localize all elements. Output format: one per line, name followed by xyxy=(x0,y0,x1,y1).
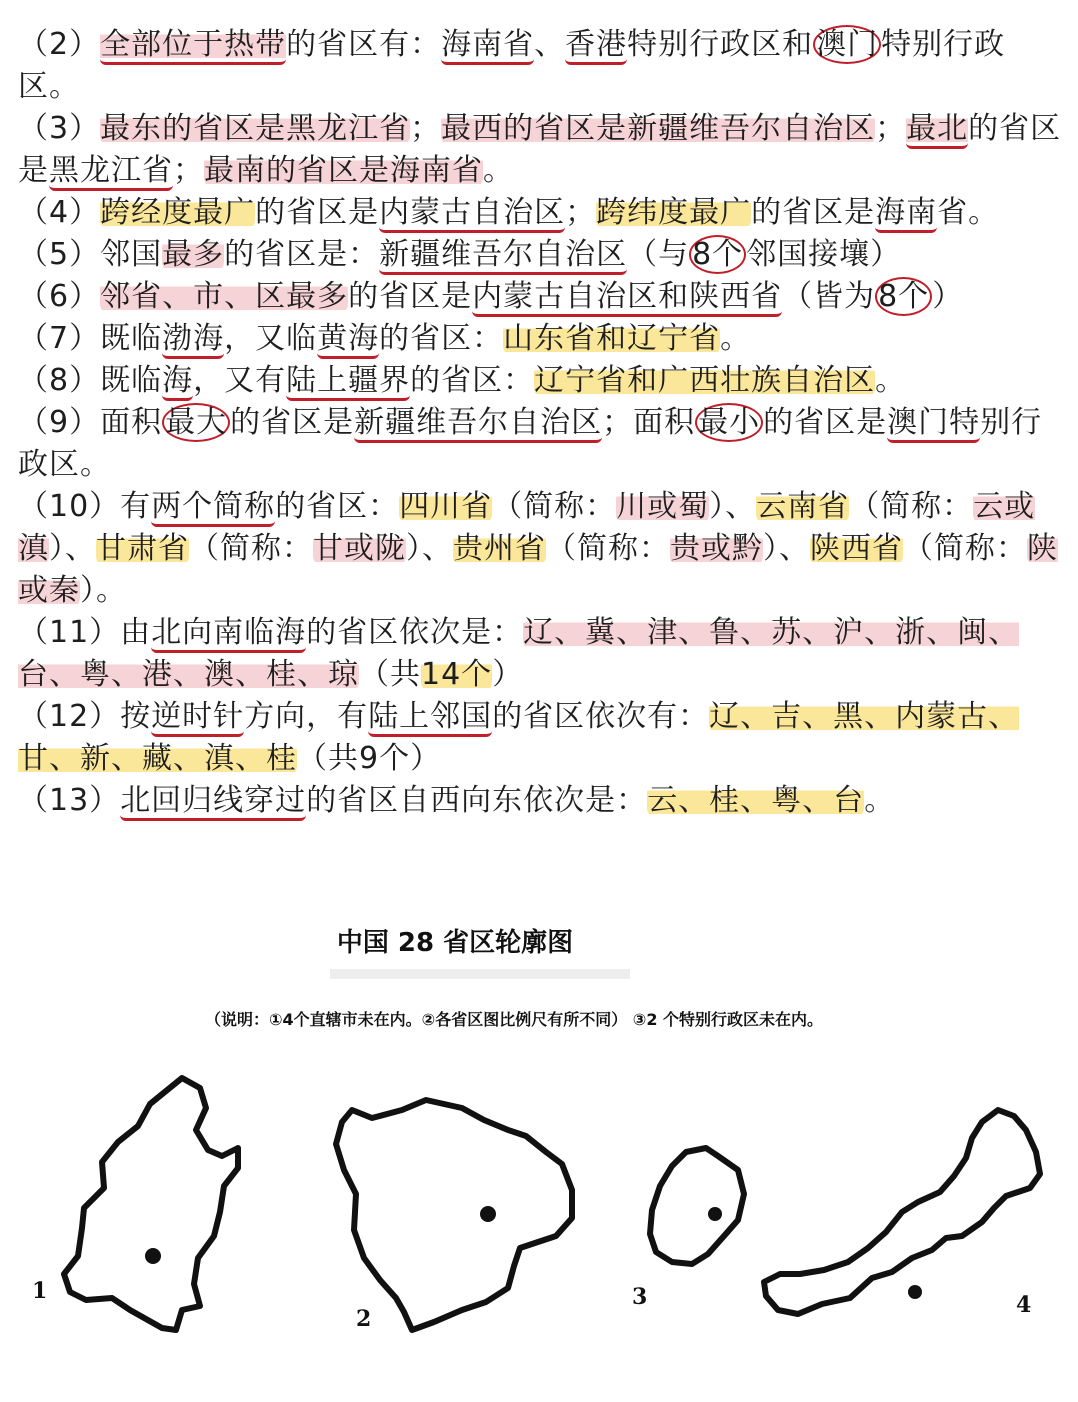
note-item-7 xyxy=(18,318,1063,360)
underlined-text: 海南 xyxy=(875,195,937,233)
highlight: 最北 xyxy=(906,111,968,149)
note-item-9 xyxy=(18,402,1063,486)
note-item-5 xyxy=(18,234,1063,276)
text: （简称： xyxy=(492,489,617,524)
highlight: 山东省和辽宁省 xyxy=(503,321,721,356)
underlined-text: 内蒙古自治区 xyxy=(379,195,565,233)
underlined-text: 新疆维吾尔自治区 xyxy=(379,237,627,275)
circled-text: 8个 xyxy=(689,235,746,274)
text: 的省区： xyxy=(275,489,400,524)
text: 的省区依次有： xyxy=(492,699,710,734)
province-outlines xyxy=(0,1060,1078,1402)
text: （简称： xyxy=(546,531,670,566)
text: ，又有 xyxy=(193,363,287,398)
text: 的省区自西向东依次是： xyxy=(306,783,648,818)
highlight: 云或滇 xyxy=(18,489,1036,566)
note-item-6 xyxy=(18,276,1063,318)
item-number: （4） xyxy=(18,195,101,230)
text: 省。 xyxy=(937,195,1000,230)
text: 方向，有 xyxy=(244,699,369,734)
text: 邻国接壤） xyxy=(746,237,902,272)
text: （共 xyxy=(359,657,421,692)
text: 。 xyxy=(720,321,752,356)
highlight: 甘肃省 xyxy=(96,531,189,566)
note-item-10 xyxy=(18,486,1063,612)
highlight: 辽、冀、津、鲁、苏、沪、浙、闽、台、粤、港、澳、桂、琼 xyxy=(18,615,1020,692)
text: 、 xyxy=(534,27,566,62)
underlined-text: 陆上邻国 xyxy=(368,699,492,737)
underlined-text: 黄海 xyxy=(317,321,379,359)
highlight: 最南的省区是海南省 xyxy=(204,153,483,188)
text: （与 xyxy=(627,237,690,272)
underlined-text: 内蒙古自治区和陕西省 xyxy=(472,279,782,317)
text: 。 xyxy=(875,363,907,398)
underlined-text: 海 xyxy=(162,363,193,401)
text: 的省区是 xyxy=(751,195,876,230)
capital-dot-1 xyxy=(145,1248,161,1264)
highlight: 辽宁省和广西壮族自治区 xyxy=(534,363,876,398)
highlight: 甘或陇 xyxy=(313,531,406,566)
text: ； xyxy=(565,195,597,230)
capital-dot-3 xyxy=(708,1207,722,1221)
text: （12）按 xyxy=(18,699,152,734)
shape-label-1: 1 xyxy=(32,1278,48,1304)
circled-text: 8个 xyxy=(875,277,932,316)
underlined-text: 逆时针 xyxy=(151,699,244,737)
text: （8）既临 xyxy=(18,363,163,398)
text: （7）既临 xyxy=(18,321,163,356)
note-item-13 xyxy=(18,780,1063,822)
circled-text: 最小 xyxy=(695,403,763,442)
shape-label-2: 2 xyxy=(356,1306,372,1332)
item-number: （6） xyxy=(18,279,101,314)
highlight: 跨纬度最广 xyxy=(596,195,752,230)
text: 特别行政区和 xyxy=(627,27,814,62)
underlined-text: 澳门特 xyxy=(887,405,980,443)
note-item-11 xyxy=(18,612,1063,696)
text: （简称： xyxy=(189,531,313,566)
underlined-text: 新疆维吾尔自治区 xyxy=(354,405,602,443)
faint-scan-artifact xyxy=(330,963,630,985)
text: 的省区有： xyxy=(286,27,442,62)
capital-dot-2 xyxy=(480,1206,496,1222)
highlight: 最西的省区是新疆维吾尔自治区 xyxy=(441,111,876,146)
underlined-text: 北向南临海 xyxy=(151,615,306,653)
province-outline-3 xyxy=(650,1148,744,1264)
text: 的省区是： xyxy=(224,237,380,272)
text: ； xyxy=(875,111,907,146)
note-item-4 xyxy=(18,192,1063,234)
highlight: 邻省、市、区最多 xyxy=(100,279,349,314)
text: ）、 xyxy=(709,489,757,524)
text: ） xyxy=(492,657,524,692)
text: ）。 xyxy=(80,573,127,608)
province-outline-4 xyxy=(764,1110,1040,1314)
underlined-text: 渤海 xyxy=(162,321,224,359)
note-item-8 xyxy=(18,360,1063,402)
shape-label-3: 3 xyxy=(632,1284,648,1310)
text: 的省区依次是： xyxy=(306,615,524,650)
highlight: 川或蜀 xyxy=(616,489,710,524)
text: ，又临 xyxy=(224,321,318,356)
item-number: （3） xyxy=(18,111,101,146)
text: 的省区： xyxy=(410,363,535,398)
highlight: 陕西省 xyxy=(810,531,903,566)
text: （简称： xyxy=(903,531,1027,566)
highlight: 陕或秦 xyxy=(18,531,1058,608)
text: ）、 xyxy=(763,531,810,566)
highlight: 14个 xyxy=(421,657,493,692)
study-notes xyxy=(18,24,1063,822)
note-item-12 xyxy=(18,696,1063,780)
text: 特别行政区。 xyxy=(18,27,1006,104)
highlight: 全部位于热带 xyxy=(100,27,286,65)
text: 的省区是 xyxy=(763,405,888,440)
underlined-text: 香港 xyxy=(565,27,627,65)
province-outline-2 xyxy=(336,1100,572,1330)
text: ）、 xyxy=(49,531,96,566)
underlined-text: 黑龙江省 xyxy=(49,153,173,191)
text: ； xyxy=(173,153,204,188)
item-number: （13） xyxy=(18,783,121,818)
highlight: 贵州省 xyxy=(453,531,546,566)
province-outline-1 xyxy=(64,1078,238,1330)
text: （简称： xyxy=(849,489,974,524)
text: 的省区是 xyxy=(255,195,380,230)
highlight: 最东的省区是黑龙江省 xyxy=(100,111,411,146)
text: ） xyxy=(932,279,964,314)
underlined-text: 两个简称 xyxy=(151,489,275,527)
highlight: 跨经度最广 xyxy=(100,195,256,230)
text: 的省区： xyxy=(379,321,504,356)
underlined-text: 北回归线穿过 xyxy=(120,783,306,821)
text: （共9个） xyxy=(297,741,442,776)
shape-label-4: 4 xyxy=(1016,1292,1032,1318)
text: （9）面积 xyxy=(18,405,163,440)
text: 。 xyxy=(864,783,896,818)
highlight: 贵或黔 xyxy=(670,531,763,566)
text: ）、 xyxy=(406,531,453,566)
text: （皆为 xyxy=(782,279,876,314)
underlined-text: 海南省 xyxy=(441,27,534,65)
text: （10）有 xyxy=(18,489,152,524)
highlight: 最多 xyxy=(162,237,225,272)
text: ； xyxy=(410,111,442,146)
text: ；面积 xyxy=(602,405,696,440)
text: （11）由 xyxy=(18,615,152,650)
item-number: （2） xyxy=(18,27,101,62)
text: 的省区是 xyxy=(230,405,355,440)
highlight: 云南省 xyxy=(756,489,850,524)
underlined-text: 陆上疆界 xyxy=(286,363,410,401)
circled-text: 最大 xyxy=(162,403,230,442)
figure-title: 中国 28 省区轮廓图 xyxy=(336,928,574,958)
figure-note: （说明：①4个直辖市未在内。②各省区图比例尺有所不同） ③2 个特别行政区未在内。 xyxy=(205,1010,824,1029)
text: 的省区是 xyxy=(18,111,1062,188)
circled-text: 澳门 xyxy=(813,25,881,64)
text: （5）邻国 xyxy=(18,237,163,272)
note-item-3 xyxy=(18,108,1063,192)
note-item-2 xyxy=(18,24,1063,108)
text: 的省区是 xyxy=(348,279,473,314)
highlight: 辽、吉、黑、内蒙古、甘、新、藏、滇、桂 xyxy=(18,699,1020,776)
text: 别行政区。 xyxy=(18,405,1043,482)
capital-dot-4 xyxy=(908,1285,922,1299)
highlight: 云、桂、粤、台 xyxy=(647,783,865,818)
highlight: 四川省 xyxy=(399,489,493,524)
text: 。 xyxy=(483,153,514,188)
